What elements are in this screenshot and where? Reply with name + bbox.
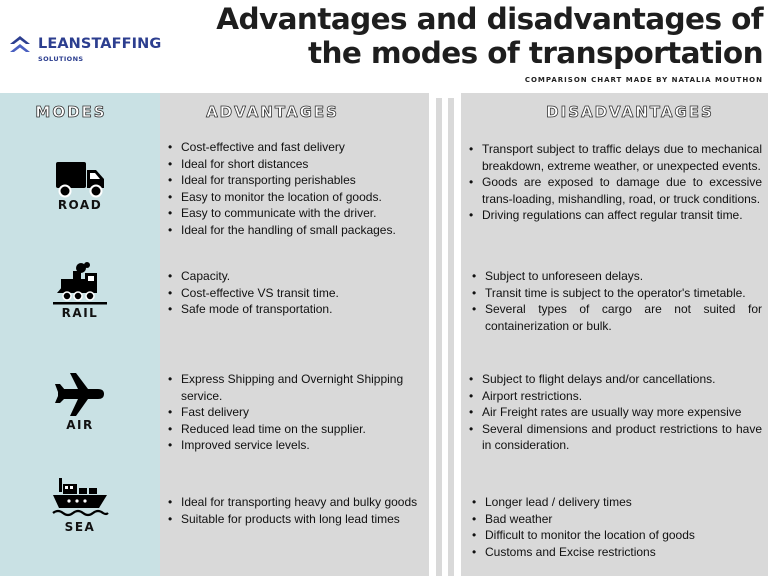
brand-name: LEANSTAFFING	[38, 36, 162, 52]
list-item: • Fast delivery	[168, 404, 430, 421]
mode-label: SEA	[64, 520, 96, 534]
list-item: • Ideal for transporting perishables	[168, 172, 430, 189]
list-item: • Cost-effective and fast delivery	[168, 139, 430, 156]
list-item: • Easy to communicate with the driver.	[168, 205, 430, 222]
sea-advantages-list	[168, 494, 430, 527]
mode-air	[0, 372, 160, 432]
list-item: • Reduced lead time on the supplier.	[168, 421, 430, 438]
list-item: • Improved service levels.	[168, 437, 430, 454]
chevron-up-logo-icon	[8, 35, 32, 57]
list-item: • Longer lead / delivery times	[472, 494, 762, 511]
list-item: • Customs and Excise restrictions	[472, 544, 762, 561]
rail-disadvantages-list	[472, 268, 762, 334]
list-item: • Several types of cargo are not suited for containerization or bulk.	[472, 301, 762, 334]
mode-label: AIR	[66, 418, 94, 432]
modes-header: MODES	[35, 103, 107, 121]
list-item: • Driving regulations can affect regular transit time.	[469, 207, 762, 224]
list-item: • Bad weather	[472, 511, 762, 528]
divider-stripe	[448, 98, 454, 576]
rail-advantages-list	[168, 268, 430, 318]
page-subtitle: COMPARISON CHART MADE BY NATALIA MOUTHON	[524, 76, 763, 84]
list-item: • Difficult to monitor the location of goods	[472, 527, 762, 544]
train-icon	[51, 262, 109, 306]
list-item: • Transport subject to traffic delays due to mechanical breakdown, extreme weather, or unexpected events.	[469, 141, 762, 174]
list-item: • Goods are exposed to damage due to excessive trans-loading, mishandling, road, or truck conditions.	[469, 174, 762, 207]
mode-road	[0, 160, 160, 212]
airplane-icon	[54, 372, 106, 418]
list-item: • Transit time is subject to the operator's timetable.	[472, 285, 762, 302]
divider-stripe	[436, 98, 442, 576]
list-item: • Easy to monitor the location of goods.	[168, 189, 430, 206]
list-item: • Ideal for transporting heavy and bulky goods	[168, 494, 430, 511]
list-item: • Several dimensions and product restrictions to have in consideration.	[469, 421, 762, 454]
list-item: • Express Shipping and Overnight Shipping service.	[168, 371, 430, 404]
list-item: • Capacity.	[168, 268, 430, 285]
list-item: • Ideal for short distances	[168, 156, 430, 173]
air-disadvantages-list	[469, 371, 762, 454]
list-item: • Airport restrictions.	[469, 388, 762, 405]
list-item: • Air Freight rates are usually way more expensive	[469, 404, 762, 421]
brand-sub: SOLUTIONS	[38, 55, 84, 63]
disadvantages-header: DISADVANTAGES	[546, 103, 714, 121]
list-item: • Ideal for the handling of small packages.	[168, 222, 430, 239]
road-advantages-list	[168, 139, 430, 238]
list-item: • Safe mode of transportation.	[168, 301, 430, 318]
mode-rail	[0, 262, 160, 320]
page-title: Advantages and disadvantages of the modes of transportation	[216, 2, 763, 70]
sea-disadvantages-list	[472, 494, 762, 560]
road-disadvantages-list	[469, 141, 762, 224]
mode-label: RAIL	[61, 306, 99, 320]
ship-icon	[51, 476, 109, 520]
list-item: • Subject to flight delays and/or cancellations.	[469, 371, 762, 388]
advantages-header: ADVANTAGES	[206, 103, 339, 121]
list-item: • Subject to unforeseen delays.	[472, 268, 762, 285]
brand-logo	[8, 34, 161, 64]
list-item: • Cost-effective VS transit time.	[168, 285, 430, 302]
mode-sea	[0, 476, 160, 534]
mode-label: ROAD	[57, 198, 103, 212]
list-item: • Suitable for products with long lead times	[168, 511, 430, 528]
truck-icon	[54, 160, 106, 198]
air-advantages-list	[168, 371, 430, 454]
